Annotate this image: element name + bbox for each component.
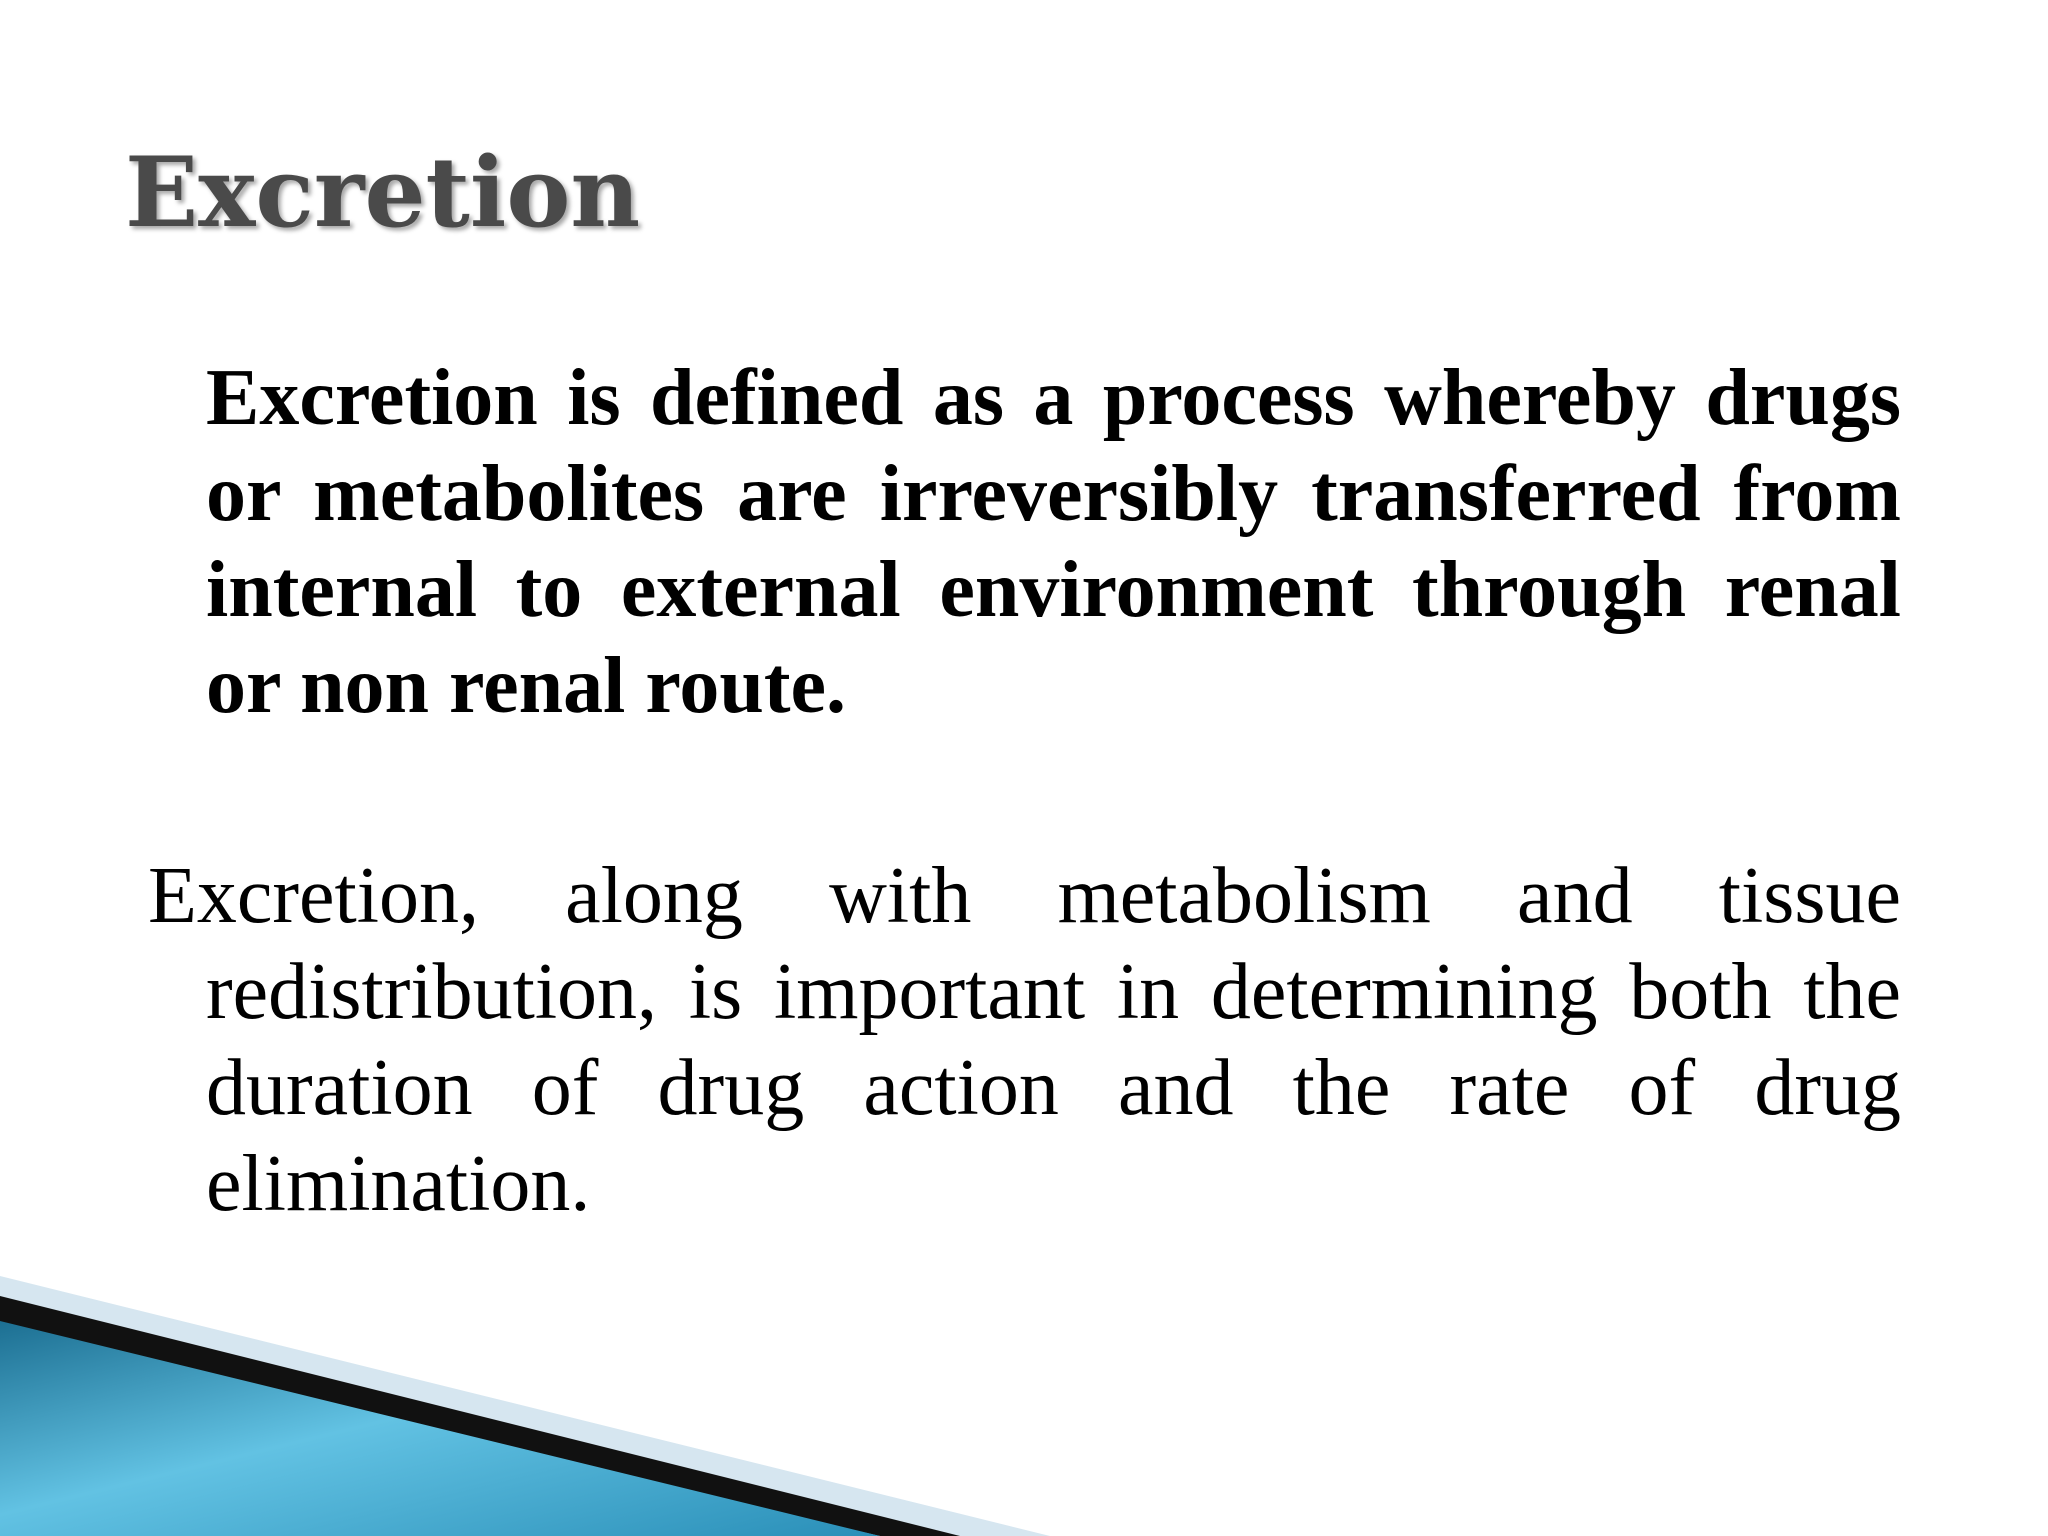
slide-title: Excretion [125, 136, 641, 249]
definition-paragraph: Excretion is defined as a process whereby drugs or metabolites are irreversibly transferred from internal to external environment through renal or non renal route. [206, 354, 1901, 730]
blue-wedge [0, 1321, 880, 1536]
decorative-swoosh [0, 1276, 2048, 1536]
importance-paragraph: Excretion, along with metabolism and tissue redistribution, is important in determining both the duration of drug action and the rate of drug elimination. [148, 852, 1901, 1228]
